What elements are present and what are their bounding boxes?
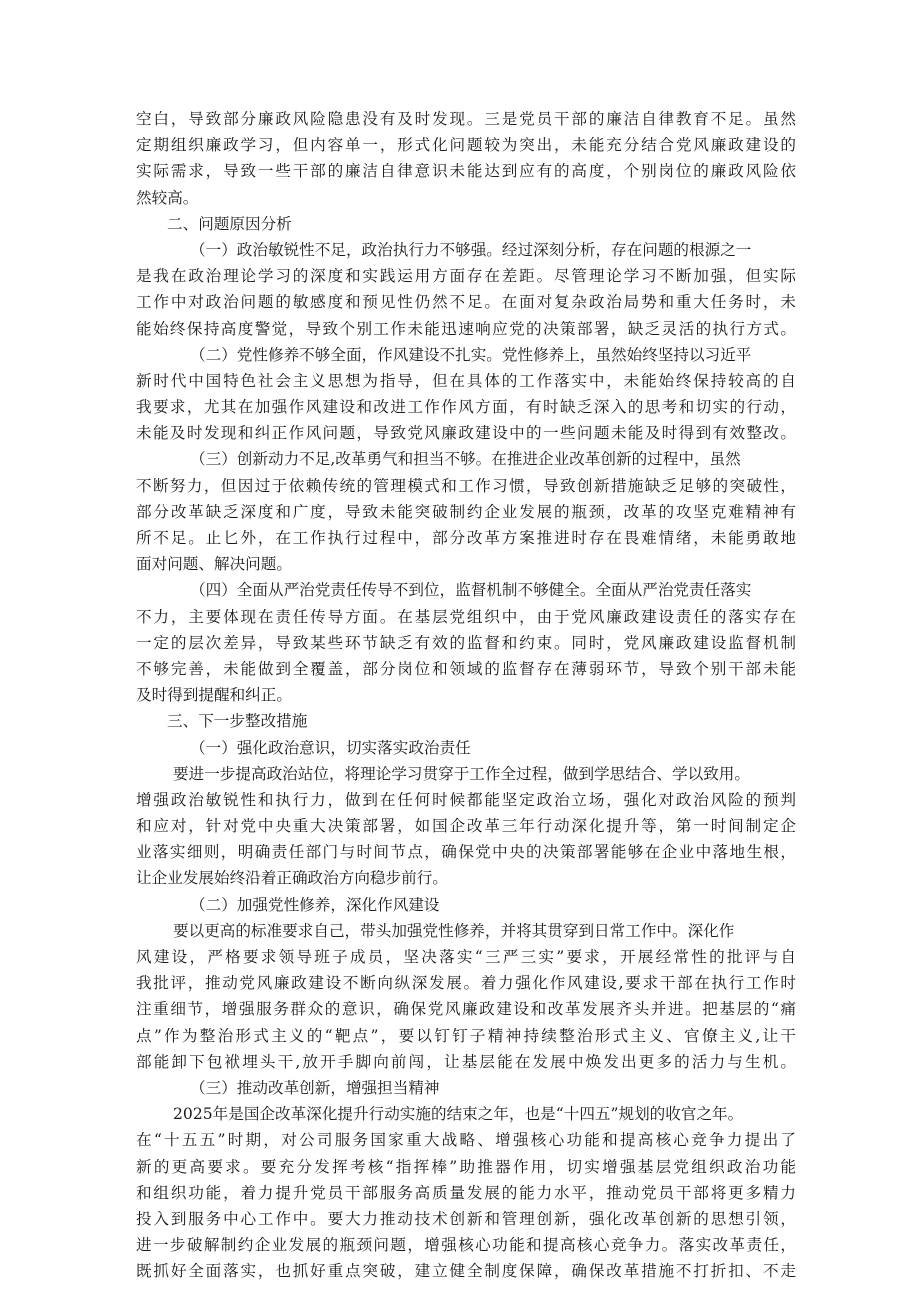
- text-line: 二、问题原因分析: [167, 214, 292, 233]
- text-line: （一）政治敏锐性不足，政治执行力不够强。经过深刻分析，存在问题的根源之一: [190, 240, 752, 259]
- text-line: 不够完善，未能做到全覆盖，部分岗位和领域的监督存在薄弱环节，导致个别干部未能: [136, 659, 796, 678]
- text-line: 投入到服务中心工作中。要大力推动技术创新和管理创新，强化改革创新的思想引领，: [136, 1209, 796, 1228]
- text-line: 三、下一步整改措施: [167, 712, 308, 731]
- text-line: 部分改革缺乏深度和广度，导致未能突破制约企业发展的瓶颈，改革的攻坚克难精神有: [136, 502, 796, 521]
- text-line: 部能卸下包袱埋头干,放开手脚向前闯，让基层能在发展中焕发出更多的活力与生机。: [136, 1052, 796, 1071]
- text-line: 空白，导致部分廉政风险隐患没有及时发现。三是党员干部的廉洁自律教育不足。虽然: [136, 110, 796, 128]
- text-line: 让企业发展始终沿着正确政治方向稳步前行。: [136, 869, 448, 888]
- text-line: （四）全面从严治党责任传导不到位，监督机制不够健全。全面从严治党责任落实: [190, 581, 752, 600]
- text-line: 不力，主要体现在责任传导方面。在基层党组织中，由于党风廉政建设责任的落实存在: [136, 607, 796, 626]
- text-line: 注重细节，增强服务群众的意识，确保党风廉政建设和改革发展齐头并进。把基层的“痛: [136, 1000, 796, 1019]
- text-line: 点”作为整治形式主义的“靶点”，要以钉钉子精神持续整治形式主义、官僚主义,让干: [136, 1026, 796, 1045]
- text-line: 进一步破解制约企业发展的瓶颈问题，增强核心功能和提高核心竞争力。落实改革责任，: [136, 1236, 796, 1255]
- text-line: 要进一步提高政治站位，将理论学习贯穿于工作全过程，做到学思结合、学以致用。: [173, 764, 750, 783]
- text-line: 既抓好全面落实，也抓好重点突破，建立健全制度保障，确保改革措施不打折扣、不走: [136, 1262, 796, 1281]
- text-line: （三）推动改革创新，增强担当精神: [190, 1078, 440, 1097]
- text-line: 面对问题、解决问题。: [136, 555, 292, 574]
- text-line: 一定的层次差异，导致某些环节缺乏有效的监督和约束。同时，党风廉政建设监督机制: [136, 633, 796, 652]
- text-line: 不断努力，但因过于依赖传统的管理模式和工作习惯，导致创新措施缺乏足够的突破性，: [136, 476, 796, 495]
- text-line: 所不足。止匕外，在工作执行过程中，部分改革方案推进时存在畏难情绪，未能勇敢地: [136, 529, 796, 547]
- text-line: 能始终保持高度警觉，导致个别工作未能迅速响应党的决策部署，缺乏灵活的执行方式。: [136, 319, 796, 338]
- text-line: （三）创新动力不足,改革勇气和担当不够。在推进企业改革创新的过程中，虽然: [190, 450, 741, 469]
- text-line: 风建设，严格要求领导班子成员，坚决落实“三严三实”要求，开展经常性的批评与自: [136, 948, 796, 966]
- text-line: 和应对，针对党中央重大决策部署，如国企改革三年行动深化提升等，第一时间制定企: [136, 817, 796, 836]
- text-line: 未能及时发现和纠正作风问题，导致党风廉政建设中的一些问题未能及时得到有效整改。: [136, 424, 796, 443]
- text-line: 在“十五五”时期，对公司服务国家重大战略、增强核心功能和提高核心竞争力提出了: [136, 1131, 796, 1150]
- text-line: 我要求，尤其在加强作风建设和改进工作作风方面，有时缺乏深入的思考和切实的行动，: [136, 398, 796, 417]
- text-line: 然较高。: [136, 188, 199, 207]
- text-line: 工作中对政治问题的敏感度和预见性仍然不足。在面对复杂政治局势和重大任务时，未: [136, 293, 796, 312]
- text-line: （二）党性修养不够全面，作风建设不扎实。党性修养上，虽然始终坚持以习近平: [190, 345, 752, 364]
- text-line: 新时代中国特色社会主义思想为指导，但在具体的工作落实中，未能始终保持较高的自: [136, 371, 796, 390]
- text-line: 我批评，推动党风廉政建设不断向纵深发展。着力强化作风建设,要求干部在执行工作时: [136, 974, 796, 993]
- text-line: 和组织功能，着力提升党员干部服务高质量发展的能力水平，推动党员干部将更多精力: [136, 1183, 796, 1202]
- text-line: 定期组织廉政学习，但内容单一，形式化问题较为突出，未能充分结合党风廉政建设的: [136, 136, 796, 155]
- text-line: （二）加强党性修养，深化作风建设: [190, 895, 440, 914]
- text-line: 是我在政治理论学习的深度和实践运用方面存在差距。尽管理论学习不断加强，但实际: [136, 267, 796, 286]
- text-line: 新的更高要求。要充分发挥考核“指挥棒”助推器作用，切实增强基层党组织政治功能: [136, 1157, 796, 1176]
- text-line: 实际需求，导致一些干部的廉洁自律意识未能达到应有的高度，个别岗位的廉政风险依: [136, 162, 796, 181]
- text-line: 2025年是国企改革深化提升行动实施的结束之年，也是“十四五”规划的收官之年。: [173, 1105, 744, 1124]
- text-line: 要以更高的标准要求自己，带头加强党性修养，并将其贯穿到日常工作中。深化作: [173, 921, 735, 940]
- text-line: 及时得到提醒和纠正。: [136, 686, 292, 705]
- text-line: 业落实细则，明确责任部门与时间节点，确保党中央的决策部署能够在企业中落地生根，: [136, 843, 796, 862]
- text-line: 增强政治敏锐性和执行力，做到在任何时候都能坚定政治立场，强化对政治风险的预判: [136, 790, 796, 809]
- text-line: （一）强化政治意识，切实落实政治责任: [190, 738, 471, 757]
- document-page: [136, 106, 796, 1284]
